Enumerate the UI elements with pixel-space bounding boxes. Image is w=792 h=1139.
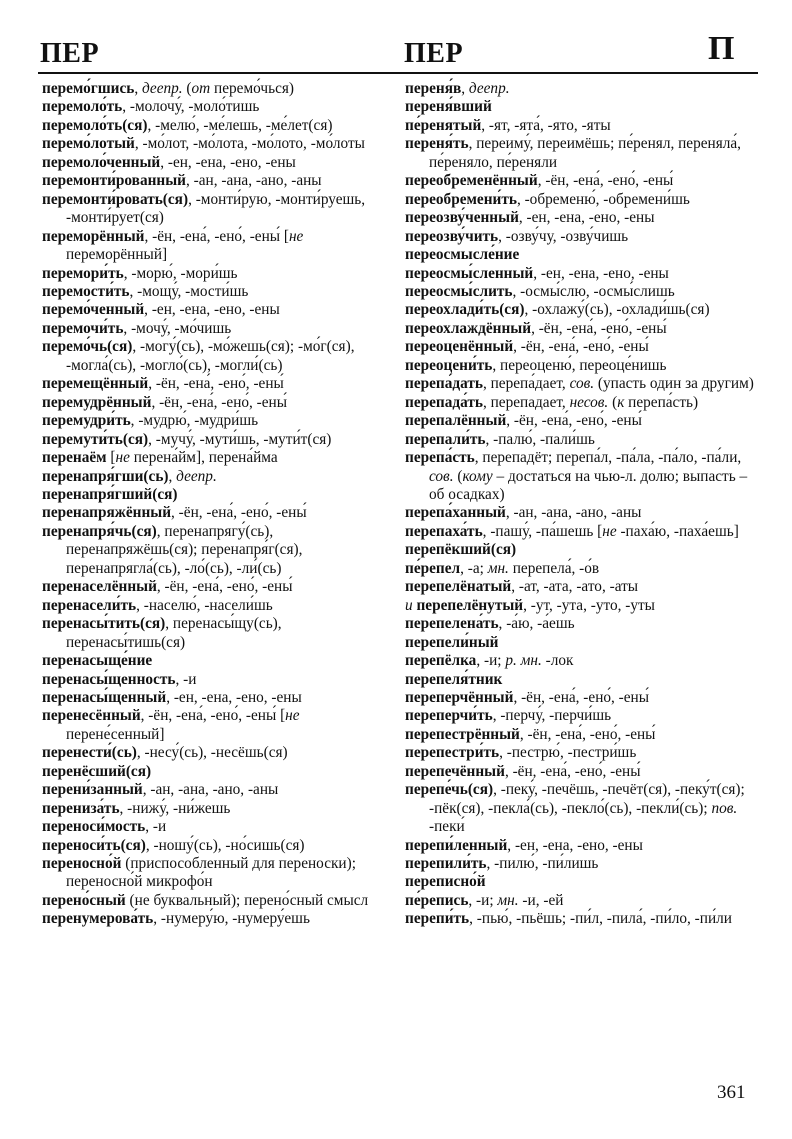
headword: переохлади́ть(ся) — [405, 301, 525, 319]
entry-text: (не буквальный); перено́сный смысл — [125, 891, 369, 909]
dictionary-entry — [405, 338, 761, 356]
headword: пе́репись — [405, 891, 469, 909]
entry-text: , -и — [145, 818, 167, 836]
label: кому — [462, 467, 493, 485]
label: деепр. — [468, 80, 510, 97]
dictionary-entry — [42, 578, 385, 596]
label: сов. — [429, 467, 454, 485]
label: не — [288, 227, 304, 245]
headword: перепи́ленный — [405, 836, 508, 854]
dictionary-entry — [405, 191, 761, 209]
dictionary-entry — [405, 394, 761, 412]
label: пов. — [711, 799, 738, 817]
entry-text: , -ан, -ана, -ано, -аны — [505, 504, 642, 522]
entry-text: , переоценю́, переоце́нишь — [492, 356, 667, 374]
dictionary-entry — [42, 837, 385, 855]
headword: перенаём — [42, 449, 107, 467]
headword: переобременённый — [405, 172, 538, 190]
dictionary-entry — [42, 763, 385, 781]
entry-text: , -и; — [468, 891, 498, 909]
entry-text: , -а; — [460, 559, 488, 577]
label: и — [405, 596, 413, 614]
dictionary-entry — [405, 135, 761, 172]
entry-text: переморённый] — [66, 246, 168, 264]
entry-text: , -ён, -ена́, -ено́, -ены́ — [519, 725, 656, 743]
entry-text: , -а́ю, -а́ешь — [498, 615, 575, 633]
entry-text: (приспособленный для переноски); переносно́й микрофо́н — [66, 855, 356, 891]
dictionary-entry — [42, 652, 385, 670]
headword: перенасыще́ние — [42, 652, 153, 670]
entry-text: , -ен, -ена, -ено, -ены — [533, 264, 669, 282]
headword: перепеля́тник — [405, 670, 503, 688]
headword: перепестрённый — [405, 725, 520, 743]
entry-text: , -ён, -ена́, -ено́, -ены́ — [504, 762, 641, 780]
label: не — [285, 707, 300, 725]
entry-text: , -пилю́, -пи́лишь — [486, 855, 599, 873]
dictionary-entry — [405, 634, 761, 652]
dictionary-entry — [405, 431, 761, 449]
headword: переосмысле́ние — [405, 246, 520, 264]
entry-text: , -и; — [476, 652, 506, 670]
headword: перемости́ть — [42, 282, 130, 300]
dictionary-entry — [42, 468, 385, 486]
headword: перенапря́гший(ся) — [42, 485, 178, 503]
dictionary-entry — [42, 892, 385, 910]
dictionary-entry — [42, 486, 385, 504]
dictionary-entry — [405, 412, 761, 430]
headword: переперчи́ть — [405, 707, 493, 725]
headword: перено́сный — [42, 891, 126, 909]
entry-text: , -ён, -ена́, -ено́, -ены́ — [156, 578, 293, 596]
label: несов. — [569, 393, 609, 411]
headword: перенести́(сь) — [42, 744, 137, 762]
entry-text: , -ён, -ена́, -ено́, -ены́ — [513, 688, 650, 706]
entry-text: , -несу́(сь), -несёшь(ся) — [136, 744, 288, 762]
headword: переноси́ть(ся) — [42, 836, 146, 854]
label: деепр. — [141, 80, 183, 97]
entry-text: -и, -ей — [518, 891, 564, 909]
entry-text: , -перчу́, -перчи́шь — [492, 707, 612, 725]
entry-text: перене́сенный] — [66, 725, 165, 743]
dictionary-entry — [42, 449, 385, 467]
entry-text: , -мучу́, -мути́шь, -мути́т(ся) — [148, 430, 332, 448]
entry-text: ( — [608, 393, 618, 411]
dictionary-entry — [405, 578, 761, 596]
dictionary-entry — [42, 117, 385, 135]
entry-text: , -ен, -ена, -ено, -ены — [160, 153, 296, 171]
headword: переозву́чить — [405, 227, 499, 245]
dictionary-entry — [405, 671, 761, 689]
entry-text: , -мощу́, -мости́шь — [129, 282, 249, 300]
dictionary-entry — [405, 560, 761, 578]
entry-text: , -ан, -ана, -ано, -аны — [185, 172, 322, 190]
dictionary-entry — [42, 781, 385, 799]
entry-text: , — [168, 467, 177, 485]
headword: перемоло́ть(ся) — [42, 116, 148, 134]
headword: переосмы́сленный — [405, 264, 534, 282]
dictionary-entry — [405, 449, 761, 504]
dictionary-entry — [405, 80, 761, 98]
entry-text: , -пашу́, -па́шешь [ — [482, 522, 603, 540]
entry-text: (упасть один за другим) — [594, 375, 754, 393]
headword: перемоло́ть — [42, 98, 123, 116]
entry-text: , -ен, -ена, -ено, -ены — [166, 688, 302, 706]
headword: перепёкший(ся) — [405, 541, 517, 559]
dictionary-entry — [405, 301, 761, 319]
dictionary-entry — [42, 265, 385, 283]
entry-text: -пеки́ — [429, 818, 465, 836]
entry-text: , -монти́рую, -монти́руешь, -монти́рует(ся) — [66, 190, 366, 227]
dictionary-entry — [405, 375, 761, 393]
headword: переноси́мость — [42, 818, 146, 836]
entry-text: , -ат, -ата, -ато, -аты — [511, 578, 639, 596]
dictionary-entry — [405, 910, 761, 928]
entry-text: , -озву́чу, -озву́чишь — [498, 227, 629, 245]
headword: перемоло́ченный — [42, 153, 161, 171]
headword: перемути́ть(ся) — [42, 430, 149, 448]
entry-text: , переиму́, переимёшь; пе́ренял, переняла́, пе́реняло, пе́реняли — [429, 135, 741, 171]
headword: переня́вший — [405, 98, 492, 116]
entry-text: , -ён, -ена́, -ено́, -ены́ [ — [140, 707, 286, 725]
dictionary-entry — [42, 338, 385, 375]
headword: перемонти́рованный — [42, 172, 186, 190]
headword: перемо́чь(ся) — [42, 338, 133, 356]
headword: перепёлка — [405, 652, 477, 670]
entry-text: , — [461, 80, 469, 97]
headword: пе́репел — [405, 559, 461, 577]
entry-text: , -ен, -ена, -ено, -ены — [518, 209, 655, 227]
entry-text: ( — [453, 467, 463, 485]
entry-text: перемо́чься) — [210, 80, 294, 97]
dictionary-entry — [42, 154, 385, 172]
label: мн. — [497, 891, 519, 909]
dictionary-entry — [405, 98, 761, 116]
headword: пе́ренятый — [405, 116, 482, 134]
dictionary-entry — [42, 671, 385, 689]
headword: перемо́лотый — [42, 135, 135, 153]
dictionary-entry — [405, 873, 761, 891]
dictionary-entry — [405, 837, 761, 855]
headword: переносно́й — [42, 855, 122, 873]
entry-text: перепела́, -о́в — [508, 559, 600, 577]
headword: перемори́ть — [42, 264, 124, 282]
dictionary-entry — [405, 504, 761, 522]
entry-text: , -пеку́, -печёшь, -печёт(ся), -пеку́т(ся); -пёк(ся), -пекла́(сь), -пекло́(сь), -пекли́(сь); — [429, 781, 745, 817]
dictionary-entry — [405, 228, 761, 246]
entry-text: , -охлажу́(сь), -охлади́шь(ся) — [524, 301, 710, 319]
entry-text: , -ён, -ена́, -ено́, -ены́ — [537, 172, 674, 190]
entry-text: , -ен, -ена, -ено, -ены — [144, 301, 280, 319]
dictionary-entry — [405, 246, 761, 264]
headword: перенасы́тить(ся) — [42, 615, 166, 633]
entry-text: , перепадёт; перепа́л, -па́ла, -па́ло, -па́ли, — [474, 449, 742, 467]
headword: переперчённый — [405, 688, 514, 706]
entry-text: – достаться на чью-л. долю; выпасть – об осадках) — [429, 467, 748, 503]
entry-text: , -пью́, -пьёшь; -пи́л, -пила́, -пи́ло, -пи́ли — [469, 910, 732, 928]
entry-text: , -мелю́, -ме́лешь, -ме́лет(ся) — [147, 116, 333, 134]
dictionary-entry — [42, 615, 385, 652]
entry-text: , -осмы́слю, -осмы́слишь — [512, 282, 675, 300]
entry-text: , -мочу́, -мо́чишь — [123, 319, 232, 337]
dictionary-entry — [405, 523, 761, 541]
headword: перемонти́ровать(ся) — [42, 190, 189, 208]
entry-text: , -ан, -ана, -ано, -аны — [142, 781, 279, 799]
entry-text: , -ён, -ена́, -ено́, -ены́ — [513, 338, 649, 356]
dictionary-entry — [42, 320, 385, 338]
dictionary-entry — [405, 763, 761, 781]
dictionary-entry — [405, 892, 761, 910]
dictionary-entry — [405, 320, 761, 338]
headword: перепечённый — [405, 762, 505, 780]
entry-text: , перепадает, — [482, 393, 570, 411]
headword: перепа́ханный — [405, 504, 506, 522]
dictionary-entry — [42, 689, 385, 707]
label: к — [617, 393, 625, 411]
entry-text: , -молочу́, -моло́тишь — [122, 98, 260, 116]
headword: перепе́чь(ся) — [405, 781, 494, 799]
headword: переосмы́слить — [405, 282, 513, 300]
headword: перепелёнатый — [405, 578, 512, 596]
entry-text: , -ён, -ена́, -ено́, -ены́ — [531, 319, 667, 337]
headword: перемочи́ть — [42, 319, 124, 337]
headword: перепелёнутый — [416, 596, 524, 614]
header-rule — [38, 72, 758, 74]
headword: перенумерова́ть — [42, 910, 154, 928]
label: сов. — [569, 375, 595, 393]
label: деепр. — [176, 467, 217, 485]
dictionary-entry — [42, 301, 385, 319]
running-head-center: ПЕР — [404, 38, 464, 69]
headword: перенёсший(ся) — [42, 762, 152, 780]
headword: перемудри́ть — [42, 412, 131, 430]
dictionary-entry — [42, 855, 385, 892]
dictionary-entry — [405, 209, 761, 227]
headword: перени́занный — [42, 781, 143, 799]
dictionary-entry — [405, 265, 761, 283]
dictionary-entry — [42, 910, 385, 928]
entry-text: , -населю́, -насели́шь — [136, 596, 273, 614]
headword: перениза́ть — [42, 799, 120, 817]
dictionary-entry — [42, 191, 385, 228]
dictionary-entry — [42, 504, 385, 522]
headword: перемудрённый — [42, 393, 152, 411]
entry-text: , -ен, -ена, -ено, -ены — [507, 836, 643, 854]
label: р. мн. — [505, 652, 542, 670]
dictionary-entry — [42, 707, 385, 744]
label: не — [115, 449, 130, 467]
entry-text: , перепа́дает, — [482, 375, 570, 393]
headword: переоцени́ть — [405, 356, 493, 374]
headword: перепаха́ть — [405, 522, 483, 540]
headword: перенапряжённый — [42, 504, 172, 522]
dictionary-entry — [405, 172, 761, 190]
dictionary-entry — [42, 283, 385, 301]
entry-text: ( — [182, 80, 192, 97]
dictionary-entry — [42, 98, 385, 116]
label: мн. — [487, 559, 509, 577]
entry-text: , -ут, -ута, -уто, -уты — [523, 596, 655, 614]
dictionary-entry — [405, 855, 761, 873]
dictionary-entry — [405, 597, 761, 615]
dictionary-entry — [405, 726, 761, 744]
headword: перенасели́ть — [42, 596, 137, 614]
dictionary-entry — [405, 541, 761, 559]
entry-text: , -ён, -ена́, -ено́, -ены́ — [506, 412, 642, 430]
headword: перепа́дать — [405, 375, 483, 393]
dictionary-entry — [42, 744, 385, 762]
headword: перемещённый — [42, 375, 149, 393]
entry-text: , -нумеру́ю, -нумеру́ешь — [153, 910, 310, 928]
dictionary-entry — [405, 689, 761, 707]
headword: переня́в — [405, 80, 462, 97]
headword: переоценённый — [405, 338, 514, 356]
headword: перенасы́щенность — [42, 670, 176, 688]
right-column — [405, 80, 761, 929]
headword: перепели́ный — [405, 633, 499, 651]
headword: переозву́ченный — [405, 209, 519, 227]
dictionary-entry — [42, 412, 385, 430]
dictionary-entry — [42, 135, 385, 153]
headword: перемо́гшись — [42, 80, 135, 97]
label: не — [602, 522, 617, 540]
entry-text: -паха́ю, -паха́ешь] — [616, 522, 739, 540]
entry-text: , — [134, 80, 142, 97]
headword: перепа́сть — [405, 449, 475, 467]
headword: перенапря́гши(сь) — [42, 467, 169, 485]
headword: перепили́ть — [405, 855, 487, 873]
entry-text: -лок — [541, 652, 574, 670]
entry-text: , -ён, -ена́, -ено́, -ены́ — [148, 375, 284, 393]
dictionary-entry — [42, 172, 385, 190]
headword: переморённый — [42, 227, 145, 245]
entry-text: [ — [106, 449, 116, 467]
section-letter: П — [708, 30, 735, 67]
dictionary-entry — [405, 357, 761, 375]
entry-text: , -нижу́, -ни́жешь — [119, 799, 231, 817]
entry-text: , -ён, -ена́, -ено́, -ены́ — [171, 504, 307, 522]
entry-text: , -пестрю́, -пестри́шь — [499, 744, 637, 762]
left-column — [42, 80, 385, 929]
headword: перепестри́ть — [405, 744, 500, 762]
headword: переписно́й — [405, 873, 486, 891]
headword: перепи́ть — [405, 910, 470, 928]
label: от — [191, 80, 211, 97]
headword: перепелена́ть — [405, 615, 499, 633]
headword: перенасы́щенный — [42, 688, 167, 706]
entry-text: , -палю́, -пали́шь — [485, 430, 595, 448]
entry-text: , -обременю́, -обремени́шь — [516, 190, 690, 208]
dictionary-entry — [405, 744, 761, 762]
headword: переобремени́ть — [405, 190, 517, 208]
headword: переня́ть — [405, 135, 469, 153]
dictionary-entry — [42, 375, 385, 393]
dictionary-entry — [42, 431, 385, 449]
entry-text: , -ят, -ята́, -ято, -яты — [481, 116, 611, 134]
dictionary-entry — [405, 652, 761, 670]
dictionary-entry — [42, 800, 385, 818]
headword: перенапря́чь(ся) — [42, 522, 157, 540]
dictionary-entry — [42, 597, 385, 615]
dictionary-entry — [42, 80, 385, 98]
headword: перемо́ченный — [42, 301, 145, 319]
entry-text: перена́йм], перена́йма — [129, 449, 278, 467]
entry-text: , перенапрягу́(сь), перенапряжёшь(ся); перенапря́г(ся), перенапрягла́(сь), -ло́(сь), -ли́(сь) — [66, 522, 303, 577]
entry-text: , -ён, -ена́, -ено́, -ены́ — [151, 393, 288, 411]
dictionary-entry — [42, 818, 385, 836]
entry-text: , -и — [175, 670, 197, 688]
dictionary-entry — [405, 615, 761, 633]
dictionary-entry — [405, 707, 761, 725]
running-head-left: ПЕР — [40, 38, 100, 69]
entry-text: , -ён, -ена́, -ено́, -ены́ [ — [144, 227, 289, 245]
headword: перепалённый — [405, 412, 507, 430]
headword: переохлаждённый — [405, 319, 532, 337]
entry-text: , -морю́, -мори́шь — [123, 264, 238, 282]
entry-text: , перенасы́щу(сь), перенасы́тишь(ся) — [66, 615, 282, 651]
headword: перепали́ть — [405, 430, 486, 448]
headword: перенаселённый — [42, 578, 157, 596]
dictionary-entry — [405, 781, 761, 836]
entry-text: , -могу́(сь), -мо́жешь(ся); -мо́г(ся), -могла́(сь), -могло́(сь), -могли́(сь) — [66, 338, 355, 374]
headword: перепада́ть — [405, 393, 483, 411]
headword: перенесённый — [42, 707, 141, 725]
entry-text: , -мудрю́, -мудри́шь — [130, 412, 259, 430]
entry-text: , -мо́лот, -мо́лота, -мо́лото, -мо́лоты — [134, 135, 365, 153]
dictionary-entry — [42, 523, 385, 578]
dictionary-entry — [42, 394, 385, 412]
entry-text: , -ношу́(сь), -но́сишь(ся) — [145, 836, 305, 854]
dictionary-entry — [405, 117, 761, 135]
dictionary-entry — [42, 228, 385, 265]
entry-text: перепа́сть) — [624, 393, 699, 411]
page-number: 361 — [717, 1082, 746, 1103]
dictionary-entry — [405, 283, 761, 301]
